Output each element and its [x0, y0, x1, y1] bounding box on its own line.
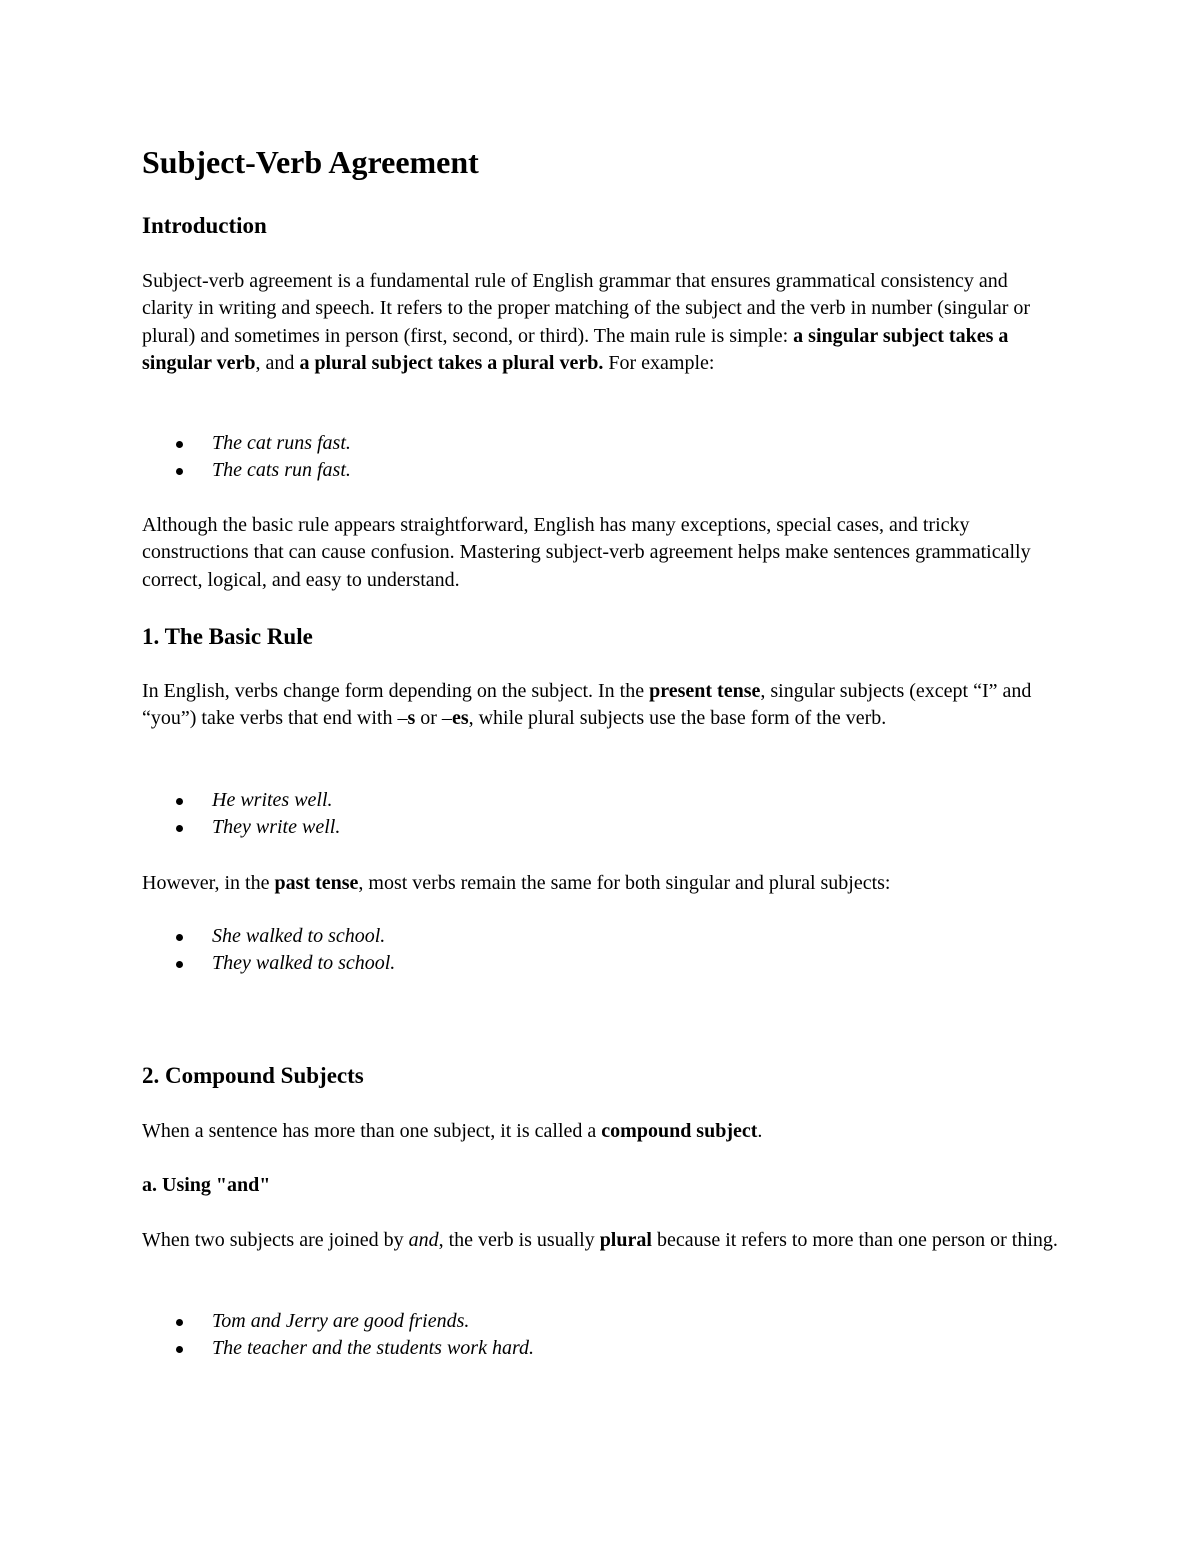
list-item — [142, 787, 340, 814]
document-title: Subject-Verb Agreement — [142, 144, 479, 180]
bullet-icon — [176, 961, 183, 968]
list-item — [142, 1335, 534, 1362]
section1-p1-bold-s: s — [407, 707, 416, 730]
section2-paragraph-1 — [142, 1118, 1062, 1145]
list-item — [142, 1308, 534, 1335]
intro-paragraph-2: Although the basic rule appears straightforward, English has many exceptions, special cases, and tricky constructions that can cause confusion. Mastering subject-verb agreement helps make sentences grammatically correct, logical, and easy to understand. — [142, 514, 1031, 591]
example-text: They walked to school. — [212, 952, 396, 975]
bullet-icon — [176, 468, 183, 475]
section1-example-list-1 — [142, 787, 340, 842]
intro-p1-text-c: For example: — [603, 352, 715, 375]
bullet-icon — [176, 825, 183, 832]
section1-p1-bold-present: present tense — [649, 680, 761, 702]
bullet-icon — [176, 934, 183, 941]
sub-a-text-a: When two subjects are joined by — [142, 1229, 409, 1251]
bullet-icon — [176, 1319, 183, 1326]
sub-a-bold-plural: plural — [599, 1229, 652, 1251]
example-text: The cat runs fast. — [212, 432, 351, 454]
section1-p2-text-a: However, in the — [142, 872, 275, 894]
example-text: The cats run fast. — [212, 459, 351, 482]
bullet-icon — [176, 441, 183, 448]
example-text: He writes well. — [212, 789, 333, 811]
intro-p1-text-a: Subject-verb agreement is a fundamental rule of English grammar that ensures grammatical consistency and clarity in writing and speech. It refers to the proper matching of the subject and the verb in number (singular or plural) and sometimes in person (first, second, or third). The main rule is simple: — [142, 270, 1031, 347]
sub-a-text-b: , the verb is usually — [438, 1229, 600, 1251]
example-text: Tom and Jerry are good friends. — [212, 1310, 470, 1332]
subsection-a-paragraph — [142, 1227, 1062, 1254]
subsection-a-example-list — [142, 1308, 534, 1363]
list-item — [142, 923, 395, 950]
section1-p2-text-b: , most verbs remain the same for both singular and plural subjects: — [358, 872, 891, 894]
example-text: The teacher and the students work hard. — [212, 1337, 535, 1360]
intro-example-list — [142, 430, 351, 485]
section1-paragraph-1 — [142, 678, 1062, 733]
section2-p1-bold-compound: compound subject — [601, 1120, 758, 1142]
section1-paragraph-2 — [142, 870, 1062, 897]
list-item — [142, 950, 395, 977]
bullet-icon — [176, 1346, 183, 1353]
section1-p1-text-a: In English, verbs change form depending on the subject. In the — [142, 680, 650, 702]
section1-example-list-2 — [142, 923, 395, 978]
section1-p1-text-b: , singular subjects (except “I” and “you”) take verbs that end with – — [142, 680, 1032, 730]
section1-p1-bold-es: es — [451, 707, 469, 730]
list-item — [142, 457, 351, 484]
intro-paragraph-1 — [142, 268, 1062, 378]
section1-p1-text-d: , while plural subjects use the base form of the verb. — [468, 707, 887, 730]
section1-heading: 1. The Basic Rule — [142, 624, 313, 649]
intro-p1-bold-singular: a singular subject takes a singular verb — [142, 324, 1009, 375]
list-item — [142, 430, 351, 457]
sub-a-italic-and: and — [408, 1229, 439, 1251]
intro-p1-bold-plural: a plural subject takes a plural verb. — [299, 352, 604, 375]
intro-p1-text-b: , and — [255, 352, 300, 375]
sub-a-text-c: because it refers to more than one person or thing. — [651, 1229, 1058, 1251]
section2-p1-text-b: . — [757, 1120, 763, 1142]
section2-p1-text-a: When a sentence has more than one subject, it is called a — [142, 1120, 602, 1142]
section1-p2-bold-past: past tense — [274, 872, 359, 894]
section1-p1-text-c: or – — [415, 707, 452, 730]
example-text: They write well. — [212, 816, 341, 839]
intro-heading: Introduction — [142, 213, 267, 238]
bullet-icon — [176, 798, 183, 805]
section2-heading: 2. Compound Subjects — [142, 1063, 364, 1088]
subsection-a-heading: a. Using "and" — [142, 1174, 271, 1196]
list-item — [142, 814, 340, 841]
example-text: She walked to school. — [212, 925, 386, 947]
